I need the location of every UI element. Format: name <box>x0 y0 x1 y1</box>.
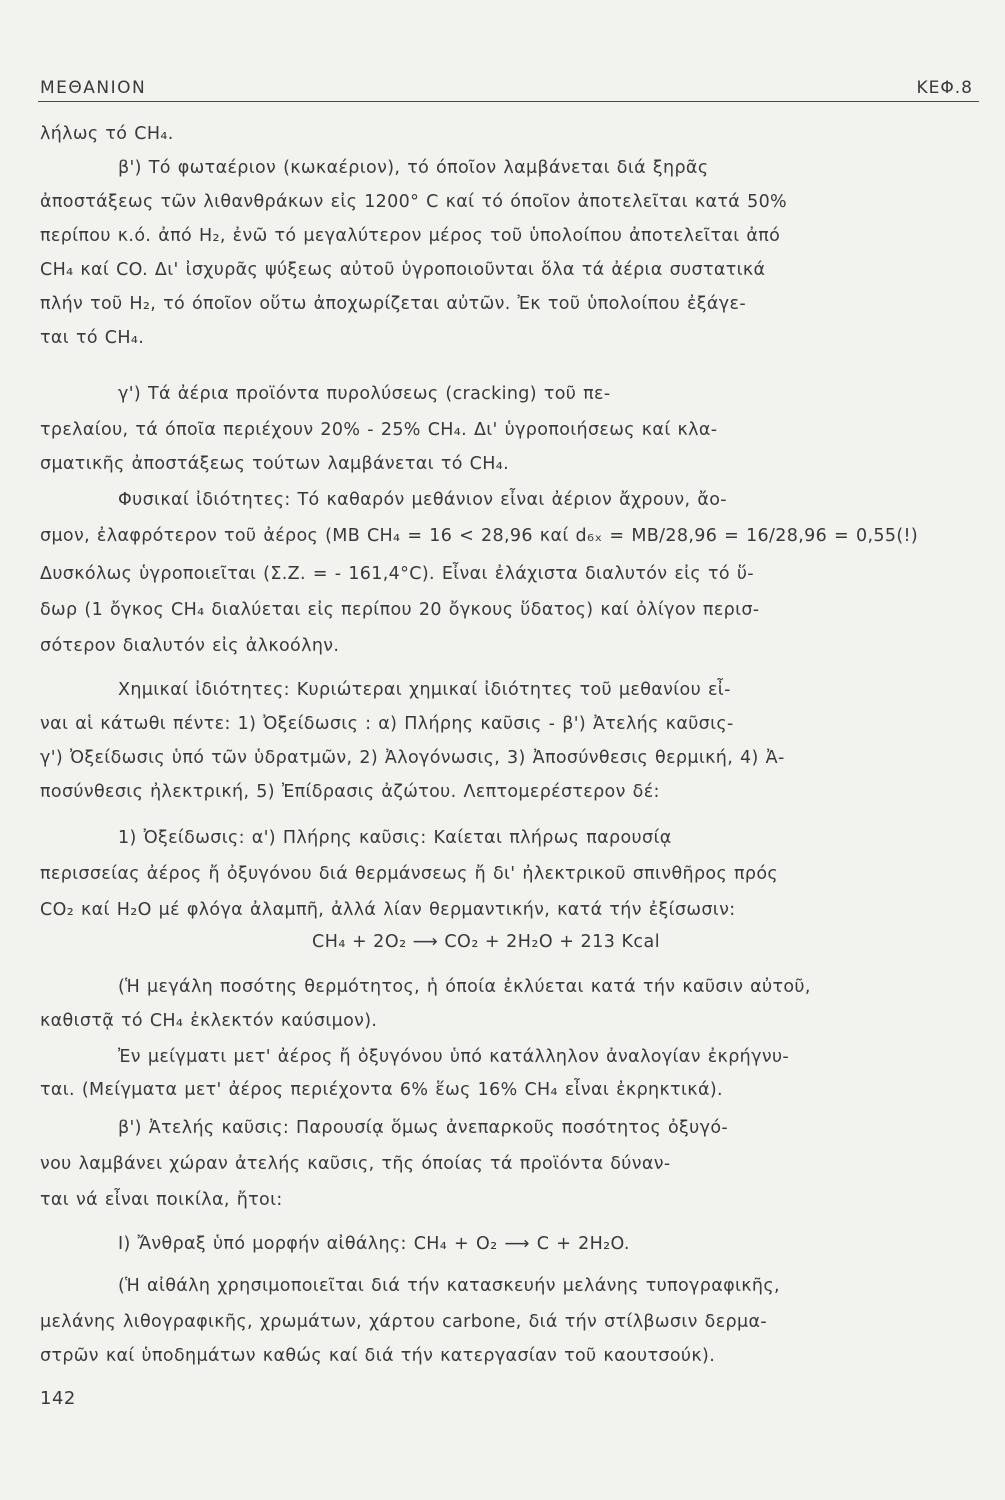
text-line: λήλως τό CH₄. <box>40 124 174 144</box>
text-line: πλήν τοῦ H₂, τό όποῖον οὕτω ἀποχωρίζεται αὐτῶν. Ἐκ τοῦ ὑπολοίπου ἐξάγε- <box>40 294 746 314</box>
text-line: νου λαμβάνει χώραν ἀτελής καῦσις, τῆς όποίας τά προϊόντα δύναν- <box>40 1154 671 1174</box>
text-line: CO₂ καί H₂O μέ φλόγα ἀλαμπῆ, ἀλλά λίαν θερμαντικήν, κατά τήν ἐξίσωσιν: <box>40 900 736 920</box>
text-line: ται νά εἶναι ποικίλα, ἤτοι: <box>40 1190 283 1210</box>
header-rule <box>38 101 979 102</box>
text-line: I) Ἄνθραξ ὑπό μορφήν αἰθάλης: CH₄ + O₂ ⟶ C + 2H₂O. <box>118 1234 630 1254</box>
text-line: ἀποστάξεως τῶν λιθανθράκων εἰς 1200° C καί τό όποῖον ἀποτελεῖται κατά 50% <box>40 192 788 212</box>
text-line: 1) Ὀξείδωσις: α') Πλήρης καῦσις: Καίεται πλήρως παρουσίᾳ <box>118 828 672 848</box>
text-line: Δυσκόλως ὑγροποιεῖται (Σ.Ζ. = - 161,4°C). Εἶναι ἐλάχιστα διαλυτόν εἰς τό ὕ- <box>40 564 754 584</box>
text-line: ποσύνθεσις ἠλεκτρική, 5) Ἐπίδρασις ἀζώτου. Λεπτομερέστερον δέ: <box>40 782 660 802</box>
text-line: περισσείας ἀέρος ἤ ὀξυγόνου διά θερμάνσεως ἤ δι' ἠλεκτρικοῦ σπινθῆρος πρός <box>40 864 779 884</box>
text-line: δωρ (1 ὄγκος CH₄ διαλύεται εἰς περίπου 20 ὄγκους ὕδατος) καί ὀλίγον περισ- <box>40 600 760 620</box>
page-number: 142 <box>40 1388 76 1409</box>
text-line: ναι αἱ κάτωθι πέντε: 1) Ὀξείδωσις : α) Πλήρης καῦσις - β') Ἀτελής καῦσις- <box>40 714 734 734</box>
text-line: Ἐν μείγματι μετ' ἀέρος ἤ ὀξυγόνου ὑπό κατάλληλον ἀναλογίαν ἐκρήγνυ- <box>118 1047 790 1067</box>
text-line: γ') Ὀξείδωσις ὑπό τῶν ὑδρατμῶν, 2) Ἀλογόνωσις, 3) Ἀποσύνθεσις θερμική, 4) Ἀ- <box>40 748 785 768</box>
running-header-title: ΜΕΘΑΝΙΟΝ <box>40 78 147 98</box>
text-line: (Ἡ μεγάλη ποσότης θερμότητος, ἡ όποία ἐκλύεται κατά τήν καῦσιν αὐτοῦ, <box>118 977 811 997</box>
text-line: περίπου κ.ό. ἀπό H₂, ἐνῶ τό μεγαλύτερον μέρος τοῦ ὑπολοίπου ἀποτελεῖται ἀπό <box>40 226 781 246</box>
text-line: CH₄ καί CO. Δι' ἰσχυρᾶς ψύξεως αὐτοῦ ὑγροποιοῦνται ὅλα τά ἀέρια συστατικά <box>40 260 766 280</box>
text-line: ται. (Μείγματα μετ' ἀέρος περιέχοντα 6% ἕως 16% CH₄ εἶναι ἐκρηκτικά). <box>40 1080 723 1100</box>
text-line: στρῶν καί ὑποδημάτων καθώς καί διά τήν κατεργασίαν τοῦ καουτσούκ). <box>40 1346 716 1366</box>
text-line: (Ἡ αἰθάλη χρησιμοποιεῖται διά τήν κατασκευήν μελάνης τυπογραφικῆς, <box>118 1276 780 1296</box>
text-line: γ') Τά ἀέρια προϊόντα πυρολύσεως (cracking) τοῦ πε- <box>118 384 611 404</box>
text-line: ται τό CH₄. <box>40 328 145 348</box>
text-line: σμον, ἐλαφρότερον τοῦ ἀέρος (ΜΒ CH₄ = 16 < 28,96 καί d₆ₓ = ΜΒ/28,96 = 16/28,96 = 0,55(!) <box>40 526 919 546</box>
text-line: σματικῆς ἀποστάξεως τούτων λαμβάνεται τό CH₄. <box>40 454 510 474</box>
text-line: β') Τό φωταέριον (κωκαέριον), τό όποῖον λαμβάνεται διά ξηρᾶς <box>118 158 709 178</box>
equation-line: CH₄ + 2O₂ ⟶ CO₂ + 2H₂O + 213 Kcal <box>312 932 661 952</box>
text-line: τρελαίου, τά όποῖα περιέχουν 20% - 25% CH₄. Δι' ὑγροποιήσεως καί κλα- <box>40 420 718 440</box>
text-line: καθιστᾷ τό CH₄ ἐκλεκτόν καύσιμον). <box>40 1011 378 1031</box>
running-header-chapter: ΚΕΦ.8 <box>916 78 973 98</box>
text-line: μελάνης λιθογραφικῆς, χρωμάτων, χάρτου carbone, διά τήν στίλβωσιν δερμα- <box>40 1312 768 1332</box>
text-line: σότερον διαλυτόν εἰς ἀλκοόλην. <box>40 636 340 656</box>
text-line: β') Ἀτελής καῦσις: Παρουσίᾳ ὅμως ἀνεπαρκοῦς ποσότητος ὀξυγό- <box>118 1118 729 1138</box>
text-line: Χημικαί ἰδιότητες: Κυριώτεραι χημικαί ἰδιότητες τοῦ μεθανίου εἶ- <box>118 680 731 700</box>
text-line: Φυσικαί ἰδιότητες: Τό καθαρόν μεθάνιον εἶναι ἀέριον ἄχρουν, ἄο- <box>118 490 727 510</box>
